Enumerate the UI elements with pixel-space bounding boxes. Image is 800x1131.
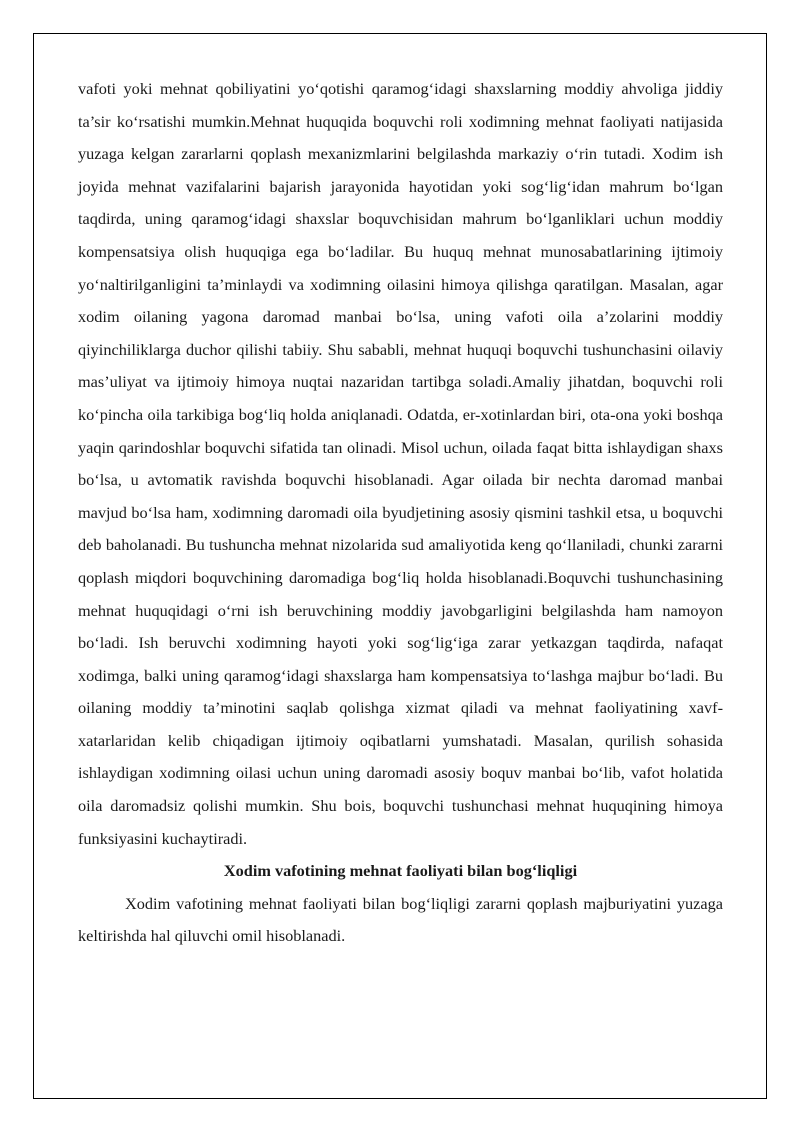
body-paragraph-indented: Xodim vafotining mehnat faoliyati bilan bog‘liqligi zararni qoplash majburiyatini yuzaga keltirishda hal qiluvchi omil hisoblanadi. xyxy=(78,893,723,946)
document-body xyxy=(78,73,723,953)
section-heading: Xodim vafotining mehnat faoliyati bilan bog‘liqligi xyxy=(223,861,578,881)
body-paragraph: vafoti yoki mehnat qobiliyatini yo‘qotishi qaramog‘idagi shaxslarning moddiy ahvoliga jiddiy ta’sir ko‘rsatishi mumkin.Mehnat huquqida boquvchi roli xodimning mehnat faoliyati natijasida yuzaga kelgan zararlarni qoplash mexanizmlarini belgilashda markaziy o‘rin tutadi. Xodim ish joyida mehnat vazifalarini bajarish jarayonida hayotidan yoki sog‘lig‘idan mahrum bo‘lgan taqdirda, uning qaramog‘idagi shaxslar boquvchisidan mahrum bo‘lganliklari uchun moddiy kompensatsiya olish huquqiga ega bo‘ladilar. Bu huquq mehnat munosabatlarining ijtimoiy yo‘naltirilganligini ta’minlaydi va xodimning oilasini himoya qilishga qaratilgan. Masalan, agar xodim oilaning yagona daromad manbai bo‘lsa, uning vafoti oila a’zolarini moddiy qiyinchiliklarga duchor qilishi tabiiy. Shu sababli, mehnat huquqi boquvchi tushunchasini oilaviy mas’uliyat va ijtimoiy himoya nuqtai nazaridan tartibga soladi.Amaliy jihatdan, boquvchi roli ko‘pincha oila tarkibiga bog‘liq holda aniqlanadi. Odatda, er-xotinlardan biri, ota-ona yoki boshqa yaqin qarindoshlar boquvchi sifatida tan olinadi. Misol uchun, oilada faqat bitta ishlaydigan shaxs bo‘lsa, u avtomatik ravishda boquvchi hisoblanadi. Agar oilada bir nechta daromad manbai mavjud bo‘lsa ham, xodimning daromadi oila byudjetining asosiy qismini tashkil etsa, u boquvchi deb baholanadi. Bu tushuncha mehnat nizolarida sud amaliyotida keng qo‘llaniladi, chunki zararni qoplash miqdori boquvchining daromadiga bog‘liq holda hisoblanadi.Boquvchi tushunchasining mehnat huquqidagi o‘rni ish beruvchining moddiy javobgarligini belgilashda ham namoyon bo‘ladi. Ish beruvchi xodimning hayoti yoki sog‘lig‘iga zarar yetkazgan taqdirda, nafaqat xodimga, balki uning qaramog‘idagi shaxslarga ham kompensatsiya to‘lashga majbur bo‘ladi. Bu oilaning moddiy ta’minotini saqlab qolishga xizmat qiladi va mehnat faoliyatining xavf-xatarlaridan kelib chiqadigan ijtimoiy oqibatlarni yumshatadi. Masalan, qurilish sohasida ishlaydigan xodimning oilasi uchun uning daromadi asosiy boquv manbai bo‘lib, vafot holatida oila daromadsiz qolishi mumkin. Shu bois, boquvchi tushunchasi mehnat huquqining himoya funksiyasini kuchaytiradi. xyxy=(78,79,723,848)
